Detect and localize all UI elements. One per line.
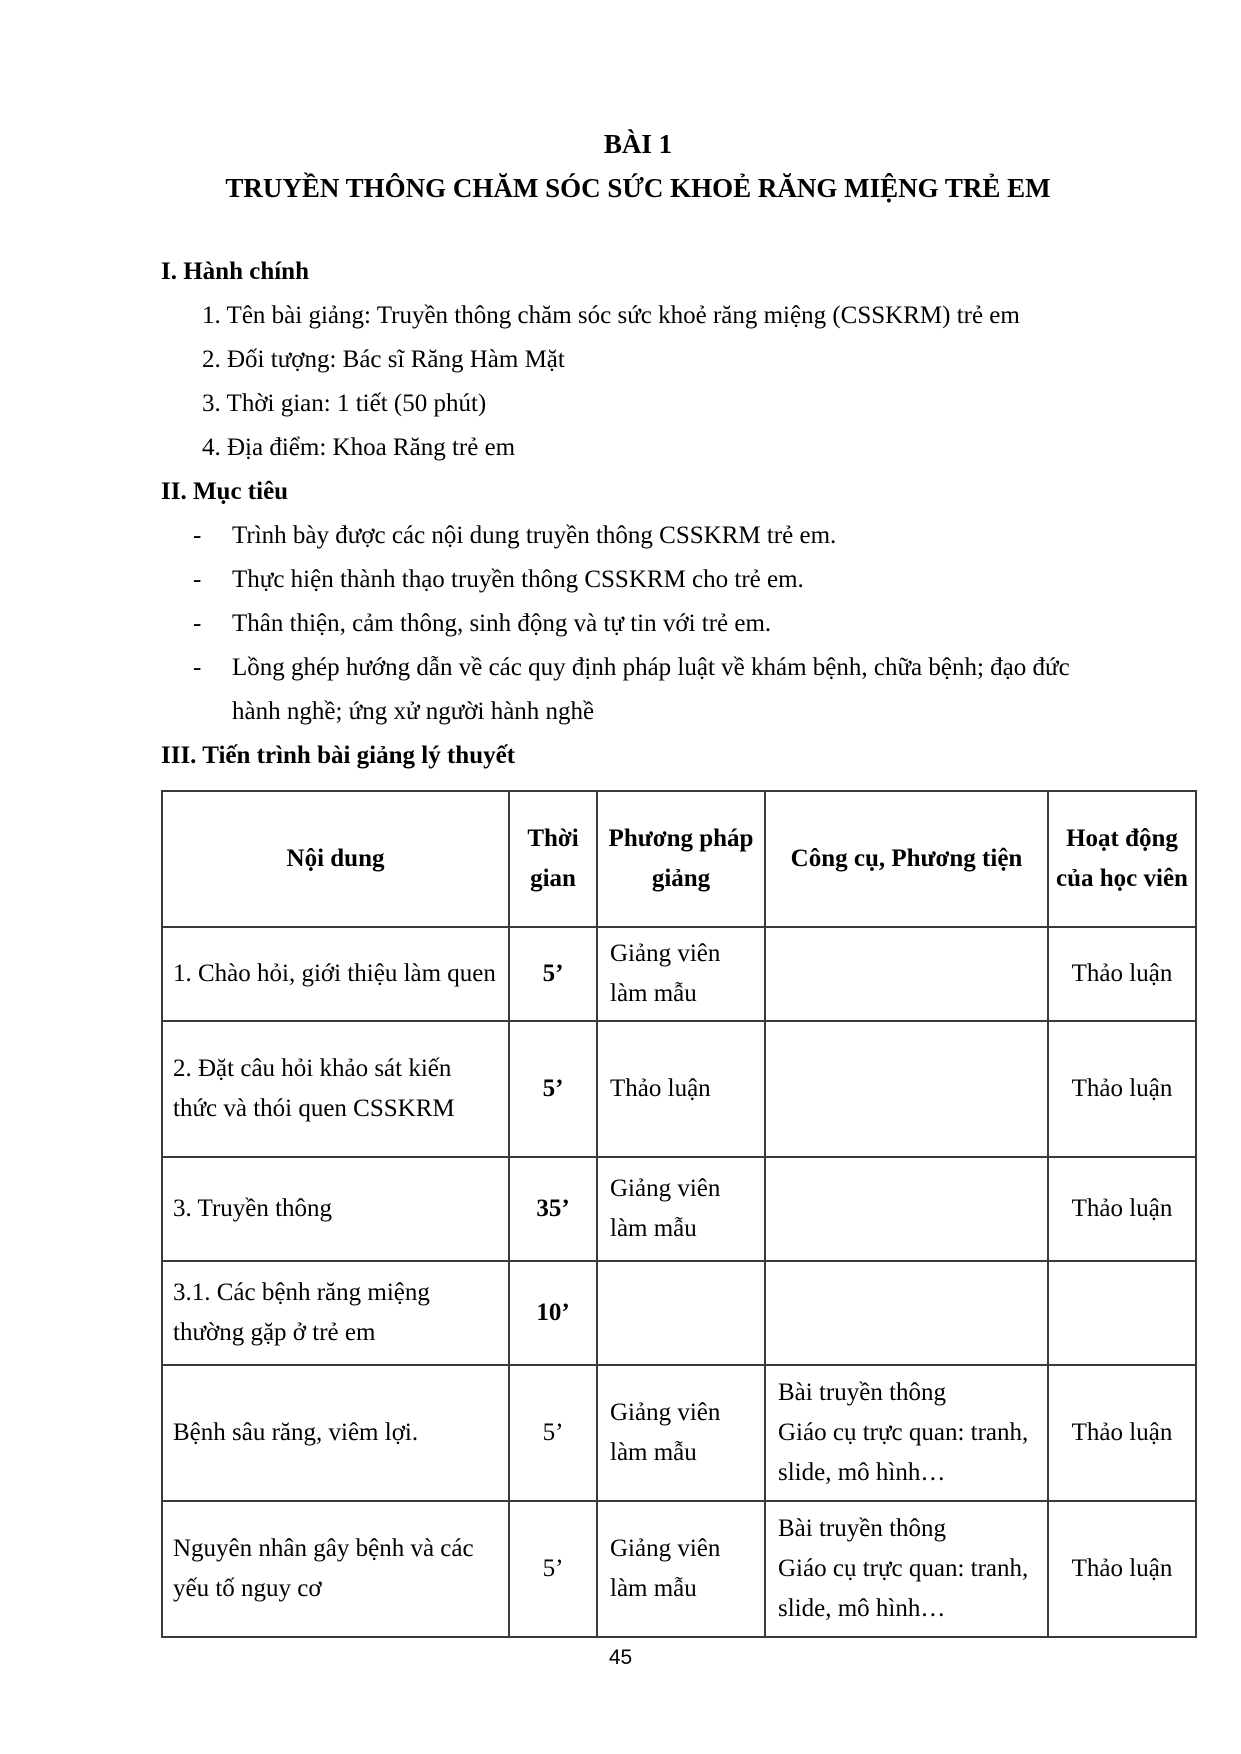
- cell-activity: Thảo luận: [1048, 1365, 1196, 1501]
- cell-content: 1. Chào hỏi, giới thiệu làm quen: [162, 927, 509, 1021]
- cell-content: Nguyên nhân gây bệnh và các yếu tố nguy cơ: [162, 1501, 509, 1637]
- cell-activity: Thảo luận: [1048, 1501, 1196, 1637]
- cell-method: [597, 1261, 765, 1365]
- objective-item: - Lồng ghép hướng dẫn về các quy định pháp luật về khám bệnh, chữa bệnh; đạo đức hành nghề; ứng xử người hành nghề: [161, 646, 1115, 734]
- cell-time: 5’: [509, 1501, 597, 1637]
- column-header-time: Thời gian: [509, 791, 597, 927]
- column-header-tools: Công cụ, Phương tiện: [765, 791, 1048, 927]
- cell-tools: Bài truyền thông Giáo cụ trực quan: tranh, slide, mô hình…: [765, 1365, 1048, 1501]
- cell-method: Giảng viên làm mẫu: [597, 1365, 765, 1501]
- table-row: [162, 1021, 1196, 1157]
- column-header-method: Phương pháp giảng: [597, 791, 765, 927]
- table-row: [162, 1365, 1196, 1501]
- admin-item-duration: 3. Thời gian: 1 tiết (50 phút): [202, 390, 487, 417]
- lesson-number-title: BÀI 1: [603, 129, 673, 159]
- cell-method: Thảo luận: [597, 1021, 765, 1157]
- lesson-main-title: TRUYỀN THÔNG CHĂM SÓC SỨC KHOẺ RĂNG MIỆNG TRẺ EM: [225, 173, 1051, 203]
- column-header-activity: Hoạt động của học viên: [1048, 791, 1196, 927]
- admin-item-audience: 2. Đối tượng: Bác sĩ Răng Hàm Mặt: [202, 346, 565, 373]
- cell-time: 5’: [509, 1365, 597, 1501]
- table-row: [162, 927, 1196, 1021]
- table-header-row: [162, 791, 1196, 927]
- cell-activity: Thảo luận: [1048, 1157, 1196, 1261]
- cell-activity: Thảo luận: [1048, 1021, 1196, 1157]
- admin-item-location: 4. Địa điểm: Khoa Răng trẻ em: [202, 434, 516, 461]
- cell-content: 3. Truyền thông: [162, 1157, 509, 1261]
- cell-content: 2. Đặt câu hỏi khảo sát kiến thức và thói quen CSSKRM: [162, 1021, 509, 1157]
- lesson-plan-table: [161, 790, 1197, 1638]
- cell-time: 5’: [509, 1021, 597, 1157]
- objective-item: - Thân thiện, cảm thông, sinh động và tự tin với trẻ em.: [161, 602, 1115, 646]
- cell-tools: [765, 1021, 1048, 1157]
- cell-tools: [765, 1157, 1048, 1261]
- cell-content: Bệnh sâu răng, viêm lợi.: [162, 1365, 509, 1501]
- cell-content: 3.1. Các bệnh răng miệng thường gặp ở trẻ em: [162, 1261, 509, 1365]
- admin-item-lecture-name: 1. Tên bài giảng: Truyền thông chăm sóc sức khoẻ răng miệng (CSSKRM) trẻ em: [202, 302, 1020, 329]
- cell-tools: [765, 927, 1048, 1021]
- table-row: [162, 1157, 1196, 1261]
- cell-method: Giảng viên làm mẫu: [597, 1157, 765, 1261]
- cell-tools: [765, 1261, 1048, 1365]
- column-header-content: Nội dung: [162, 791, 509, 927]
- objective-item: - Thực hiện thành thạo truyền thông CSSKRM cho trẻ em.: [161, 558, 1115, 602]
- table-row: [162, 1501, 1196, 1637]
- cell-method: Giảng viên làm mẫu: [597, 927, 765, 1021]
- section-heading-admin: I. Hành chính: [161, 258, 309, 285]
- cell-time: 10’: [509, 1261, 597, 1365]
- cell-time: 5’: [509, 927, 597, 1021]
- objective-item: - Trình bày được các nội dung truyền thông CSSKRM trẻ em.: [161, 514, 1115, 558]
- section-heading-objectives: II. Mục tiêu: [161, 478, 289, 505]
- cell-tools: Bài truyền thông Giáo cụ trực quan: tranh, slide, mô hình…: [765, 1501, 1048, 1637]
- cell-activity: [1048, 1261, 1196, 1365]
- cell-method: Giảng viên làm mẫu: [597, 1501, 765, 1637]
- page-number: 45: [608, 1646, 633, 1669]
- table-row: [162, 1261, 1196, 1365]
- cell-activity: Thảo luận: [1048, 927, 1196, 1021]
- cell-time: 35’: [509, 1157, 597, 1261]
- section-heading-process: III. Tiến trình bài giảng lý thuyết: [161, 742, 516, 769]
